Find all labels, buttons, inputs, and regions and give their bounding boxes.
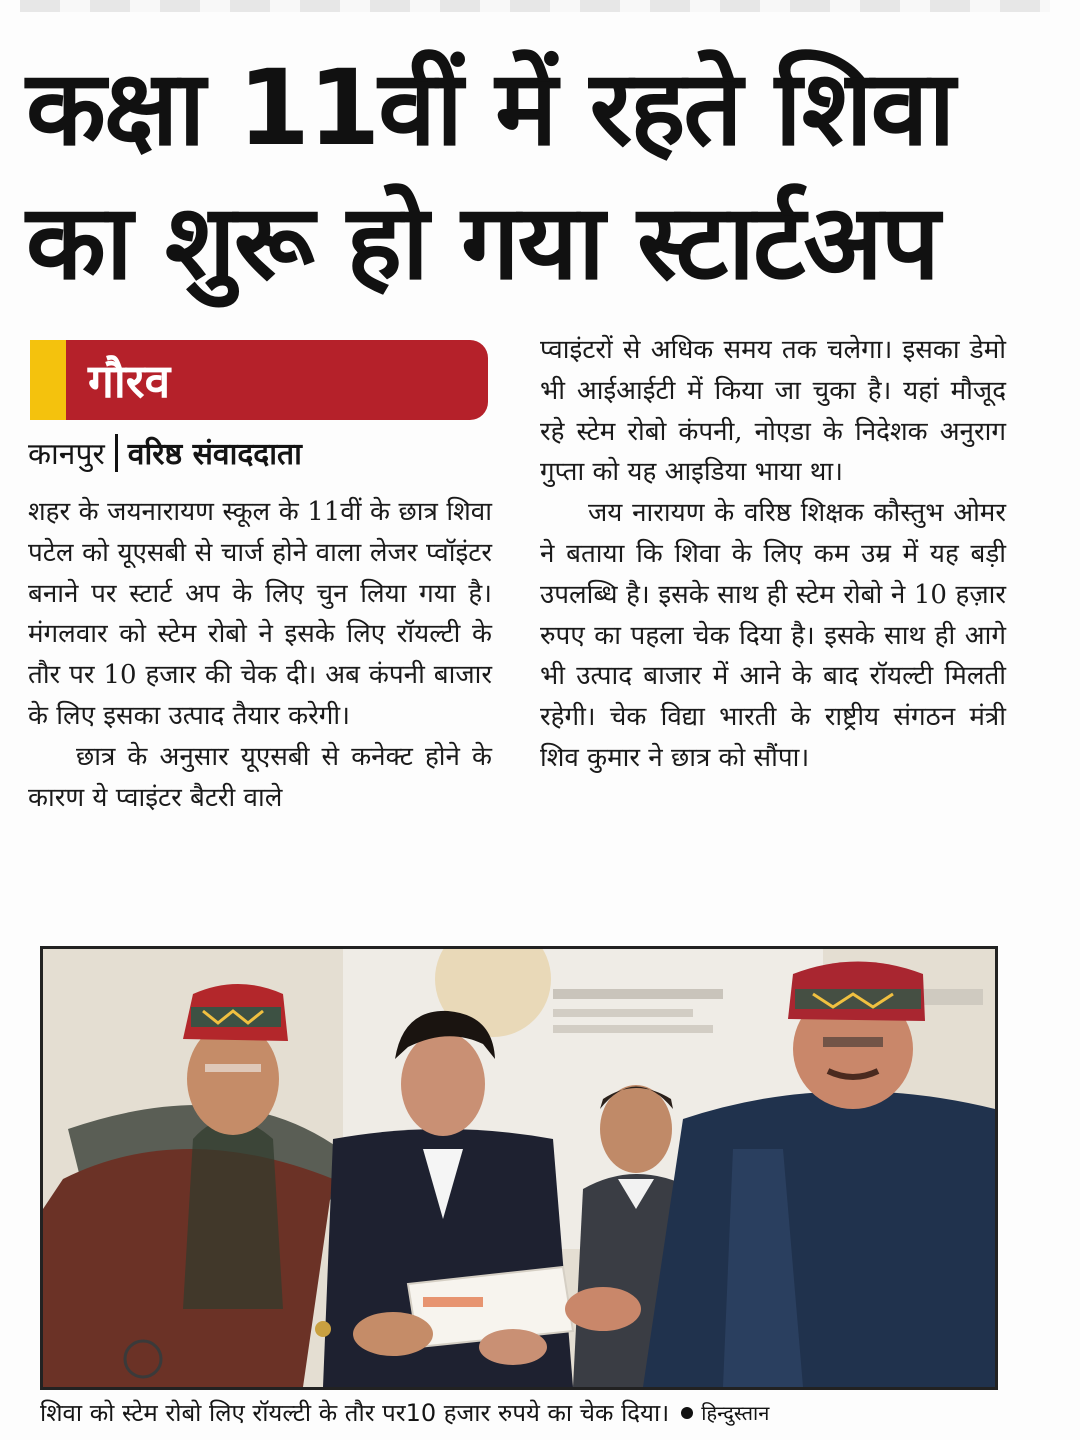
headline-line-2: का शुरू हो गया स्टार्टअप <box>26 181 938 303</box>
headline-line-1: कक्षा 11वीं में रहते शिवा <box>26 47 954 169</box>
article-paragraph: प्वाइंटरों से अधिक समय तक चलेगा। इसका डेमो भी आईआईटी में किया जा चुका है। यहां मौजूद रहे स्टेम रोबो कंपनी, नोएडा के निदेशक अनुराग गुप्ता को यह आइडिया भाया था। <box>540 335 1006 488</box>
news-photo <box>40 946 998 1390</box>
byline-reporter: वरिष्ठ संवाददाता <box>127 437 302 472</box>
byline-separator <box>115 434 118 472</box>
section-tag-label: गौरव <box>88 354 171 408</box>
article-paragraph: जय नारायण के वरिष्ठ शिक्षक कौस्तुभ ओमर ने बताया कि शिवा के लिए कम उम्र में यह बड़ी उपलब्धि है। इसके साथ ही स्टेम रोबो ने 10 हज़ार रुपए का पहला चेक दिया है। इसके साथ ही आगे भी उत्पाद बाजार में आने के बाद रॉयल्टी मिलती रहेगी। चेक विद्या भारती के राष्ट्रीय संगठन मंत्री शिव कुमार ने छात्र को सौंपा। <box>540 498 1006 773</box>
bullet-icon <box>681 1407 693 1419</box>
byline <box>28 432 302 473</box>
previous-article-edge <box>20 0 1050 12</box>
article-column-right <box>540 330 1006 779</box>
photo-illustration <box>43 949 995 1387</box>
section-tag <box>30 340 488 420</box>
photo-credit: हिन्दुस्तान <box>701 1401 770 1425</box>
article-column-left <box>28 492 492 818</box>
article-paragraph: छात्र के अनुसार यूएसबी से कनेक्ट होने के कारण ये प्वाइंटर बैटरी वाले <box>28 741 492 813</box>
section-tag-accent <box>30 340 66 420</box>
section-tag-banner <box>66 340 488 420</box>
photo-caption <box>40 1398 1040 1428</box>
article-paragraph: शहर के जयनारायण स्कूल के 11वीं के छात्र शिवा पटेल को यूएसबी से चार्ज होने वाला लेजर प्वॉइंटर बनाने पर स्टार्ट अप के लिए चुन लिया गया है। मंगलवार को स्टेम रोबो ने इसके लिए रॉयल्टी के तौर पर 10 हजार की चेक दी। अब कंपनी बाजार के लिए इसका उत्पाद तैयार करेगी। <box>28 497 492 731</box>
photo-caption-text: शिवा को स्टेम रोबो लिए रॉयल्टी के तौर पर10 हजार रुपये का चेक दिया। <box>40 1399 670 1427</box>
byline-place: कानपुर <box>28 437 105 472</box>
